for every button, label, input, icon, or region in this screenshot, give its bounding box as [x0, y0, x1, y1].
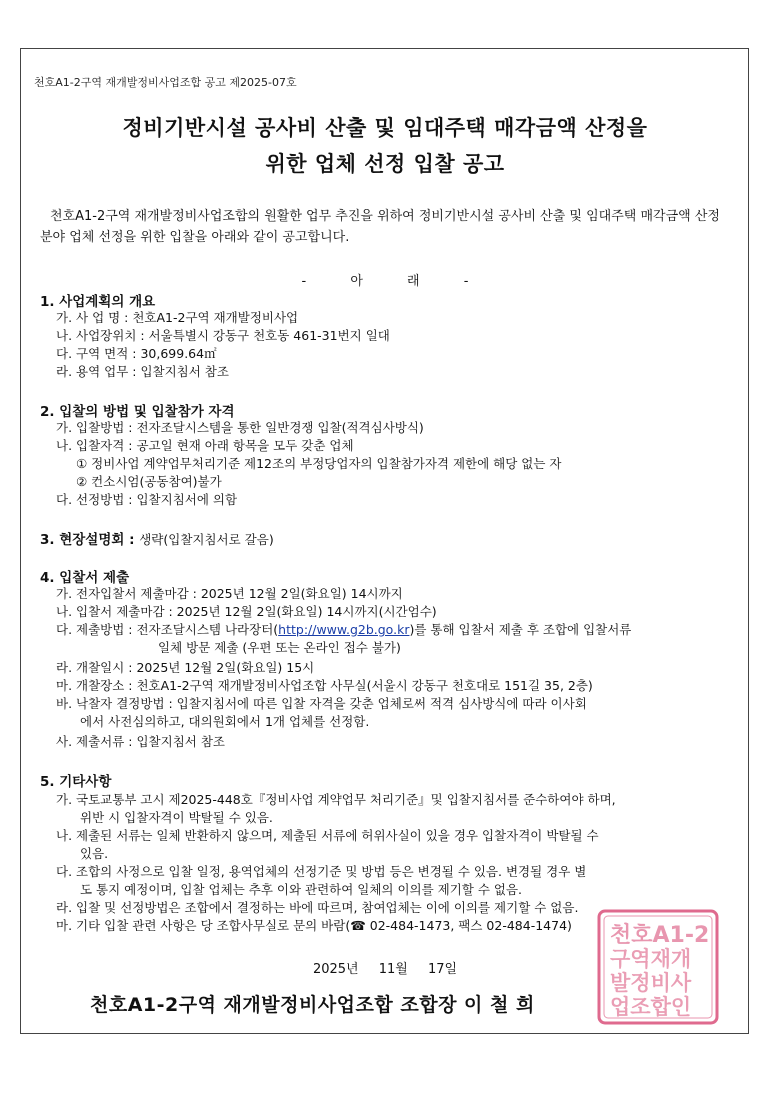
s2-item-b2: ② 컨소시엄(공동참여)불가	[76, 474, 222, 489]
section-2-title: 2. 입찰의 방법 및 입찰참가 자격	[40, 404, 235, 420]
s4-item-g: 사. 제출서류 : 입찰지침서 참조	[56, 734, 225, 749]
s2-item-b1: ① 정비사업 계약업무처리기준 제12조의 부정당업자의 입찰참가자격 제한에 해당 없는 자	[76, 456, 562, 471]
notice-number: 천호A1-2구역 재개발정비사업조합 공고 제2025-07호	[34, 76, 297, 89]
svg-text:업조합인: 업조합인	[610, 995, 692, 1019]
s2-item-a: 가. 입찰방법 : 전자조달시스템을 통한 일반경쟁 입찰(적격심사방식)	[56, 420, 424, 435]
s4-item-f2: 에서 사전심의하고, 대의원회에서 1개 업체를 선정함.	[80, 714, 370, 729]
s5-item-c: 다. 조합의 사정으로 입찰 일정, 용역업체의 선정기준 및 방법 등은 변경될 수 있음. 변경될 경우 별	[56, 864, 587, 879]
s1-item-c: 다. 구역 면적 : 30,699.64㎡	[56, 346, 217, 361]
s5-item-d: 라. 입찰 및 선정방법은 조합에서 결정하는 바에 따르며, 참여업체는 이에 이의를 제기할 수 없음.	[56, 900, 579, 915]
s5-item-e: 마. 기타 입찰 관련 사항은 당 조합사무실로 문의 바람(☎ 02-484-1473, 팩스 02-484-1474)	[56, 918, 572, 933]
svg-text:발정비사: 발정비사	[610, 971, 692, 995]
section-5-title: 5. 기타사항	[40, 774, 112, 790]
s4-item-c2: 일체 방문 제출 (우편 또는 온라인 접수 불가)	[158, 640, 401, 655]
document-date: 2025년 11월 17일	[312, 962, 458, 977]
s2-item-b: 나. 입찰자격 : 공고일 현재 아래 항목을 모두 갖춘 업체	[56, 438, 354, 453]
s4-item-c-pre: 다. 제출방법 : 전자조달시스템 나라장터(	[56, 622, 279, 637]
section-3-title	[40, 528, 274, 548]
document-title-line2: 위한 업체 선정 입찰 공고	[265, 152, 505, 176]
section-1-title: 1. 사업계획의 개요	[40, 294, 156, 310]
document-title-line1: 정비기반시설 공사비 산출 및 임대주택 매각금액 산정을	[122, 116, 648, 140]
s4-item-d: 라. 개찰일시 : 2025년 12월 2일(화요일) 15시	[56, 660, 315, 675]
s1-item-b: 나. 사업장위치 : 서울특별시 강동구 천호동 461-31번지 일대	[56, 328, 390, 343]
s5-item-a: 가. 국토교통부 고시 제2025-448호『정비사업 계약업무 처리기준』및 입찰지침서를 준수하여야 하며,	[56, 792, 616, 807]
s4-item-c	[56, 622, 631, 638]
s4-item-f: 바. 낙찰자 결정방법 : 입찰지침서에 따른 입찰 자격을 갖춘 업체로써 적격 심사방식에 따라 이사회	[56, 696, 587, 711]
signature-line: 천호A1-2구역 재개발정비사업조합 조합장 이 철 희	[90, 994, 535, 1016]
section-3-heading: 3. 현장설명회 :	[40, 532, 135, 548]
intro-paragraph: 천호A1-2구역 재개발정비사업조합의 원활한 업무 추진을 위하여 정비기반시설 공사비 산출 및 임대주택 매각금액 산정분야 업체 선정을 위한 입찰을 아래와 같이 공고합니다.	[40, 209, 720, 245]
section-4-title: 4. 입찰서 제출	[40, 570, 130, 586]
s5-item-a2: 위반 시 입찰자격이 박탈될 수 있음.	[80, 810, 273, 825]
s1-item-a: 가. 사 업 명 : 천호A1-2구역 재개발정비사업	[56, 310, 299, 325]
section-3-text: 생략(입찰지침서로 갈음)	[139, 532, 274, 547]
s4-item-a: 가. 전자입찰서 제출마감 : 2025년 12월 2일(화요일) 14시까지	[56, 586, 403, 601]
s4-item-e: 마. 개찰장소 : 천호A1-2구역 재개발정비사업조합 사무실(서울시 강동구 천호대로 151길 35, 2층)	[56, 678, 593, 693]
s5-item-c2: 도 통지 예정이며, 입찰 업체는 추후 이와 관련하여 일체의 이의를 제기할 수 없음.	[80, 882, 523, 897]
svg-text:구역재개: 구역재개	[610, 947, 692, 971]
below-marker: - 아 래 -	[301, 274, 469, 289]
s4-item-b: 나. 입찰서 제출마감 : 2025년 12월 2일(화요일) 14시까지(시간엄수)	[56, 604, 437, 619]
s5-item-b2: 있음.	[80, 846, 109, 861]
svg-text:천호A1-2: 천호A1-2	[610, 923, 710, 948]
g2b-link[interactable]: http://www.g2b.go.kr	[278, 622, 410, 637]
s4-item-c-post: )를 통해 입찰서 제출 후 조합에 입찰서류	[409, 622, 632, 637]
s2-item-c: 다. 선정방법 : 입찰지침서에 의함	[56, 492, 238, 507]
official-seal-stamp	[596, 908, 720, 1026]
s5-item-b: 나. 제출된 서류는 일체 반환하지 않으며, 제출된 서류에 허위사실이 있을 경우 입찰자격이 박탈될 수	[56, 828, 599, 843]
s1-item-d: 라. 용역 업무 : 입찰지침서 참조	[56, 364, 229, 379]
